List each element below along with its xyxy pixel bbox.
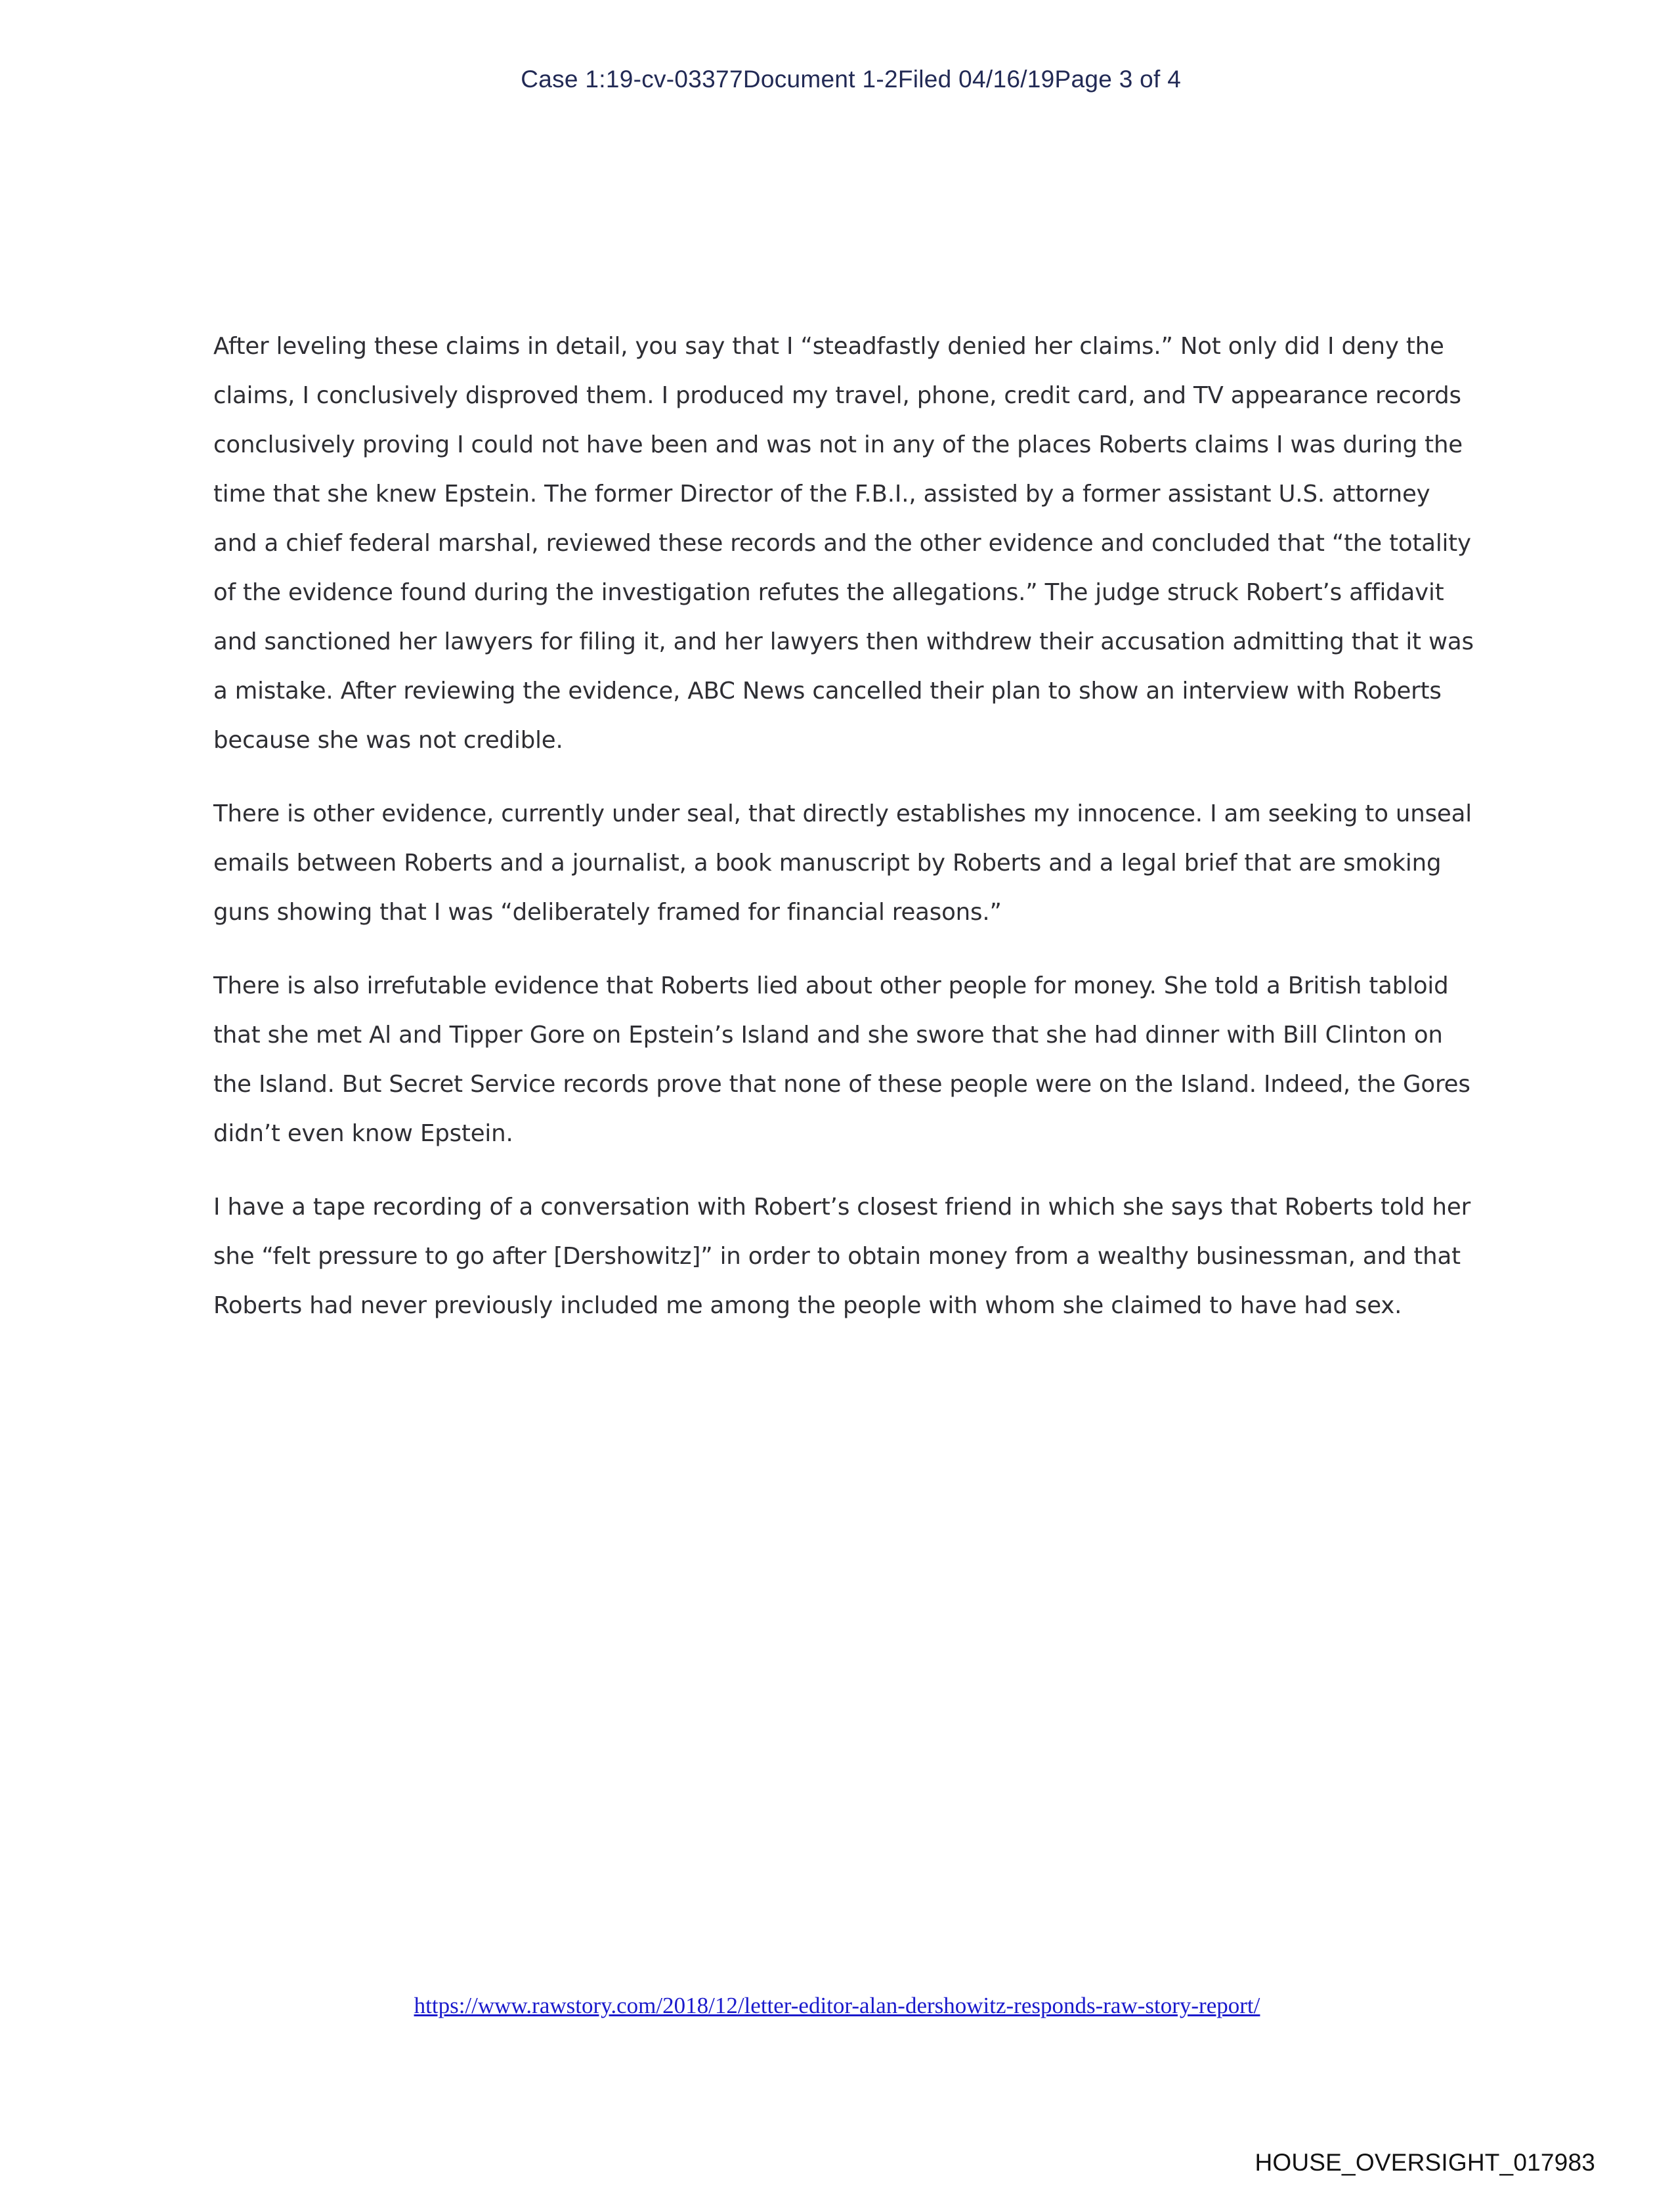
letter-body <box>213 322 1480 1355</box>
paragraph-3: There is also irrefutable evidence that Roberts lied about other people for money. She told a British tabloid that she met Al and Tipper Gore on Epstein’s Island and she swore that she had dinner with Bill Clinton on the Island. But Secret Service records prove that none of these people were on the Island. Indeed, the Gores didn’t even know Epstein. <box>213 972 1470 1147</box>
source-url-anchor[interactable]: https://www.rawstory.com/2018/12/letter-editor-alan-dershowitz-responds-raw-story-report/ <box>414 1993 1260 2018</box>
paragraph-2: There is other evidence, currently under seal, that directly establishes my innocence. I am seeking to unseal emails between Roberts and a journalist, a book manuscript by Roberts and a legal brief that are smoking guns showing that I was “deliberately framed for financial reasons.” <box>213 800 1472 926</box>
source-url-link[interactable] <box>0 1993 1674 2019</box>
paragraph-4: I have a tape recording of a conversation with Robert’s closest friend in which she says that Roberts told her she “felt pressure to go after [Dershowitz]” in order to obtain money from a wealthy businessman, and that Roberts had never previously included me among the people with whom she claimed to have had sex. <box>213 1194 1471 1319</box>
court-stamp-page: Page 3 of 4 <box>1054 66 1182 93</box>
paragraph-1: After leveling these claims in detail, you say that I “steadfastly denied her claims.” Not only did I deny the claims, I conclusively disproved them. I produced my travel, phone, credit card, and TV appearance records conclusively proving I could not have been and was not in any of the places Roberts claims I was during the time that she knew Epstein. The former Director of the F.B.I., assisted by a former assistant U.S. attorney and a chief federal marshal, reviewed these records and the other evidence and concluded that “the totality of the evidence found during the investigation refutes the allegations.” The judge struck Robert’s affidavit and sanctioned her lawyers for filing it, and her lawyers then withdrew their accusation admitting that it was a mistake. After reviewing the evidence, ABC News cancelled their plan to show an interview with Roberts because she was not credible. <box>213 333 1474 754</box>
court-stamp-case: Case 1:19-cv-03377 <box>521 66 743 93</box>
bates-number: HOUSE_OVERSIGHT_017983 <box>1255 2149 1595 2176</box>
court-stamp-header <box>0 38 1674 121</box>
court-stamp-document: Document 1-2 <box>742 66 898 93</box>
court-stamp-filed: Filed 04/16/19 <box>897 66 1055 93</box>
